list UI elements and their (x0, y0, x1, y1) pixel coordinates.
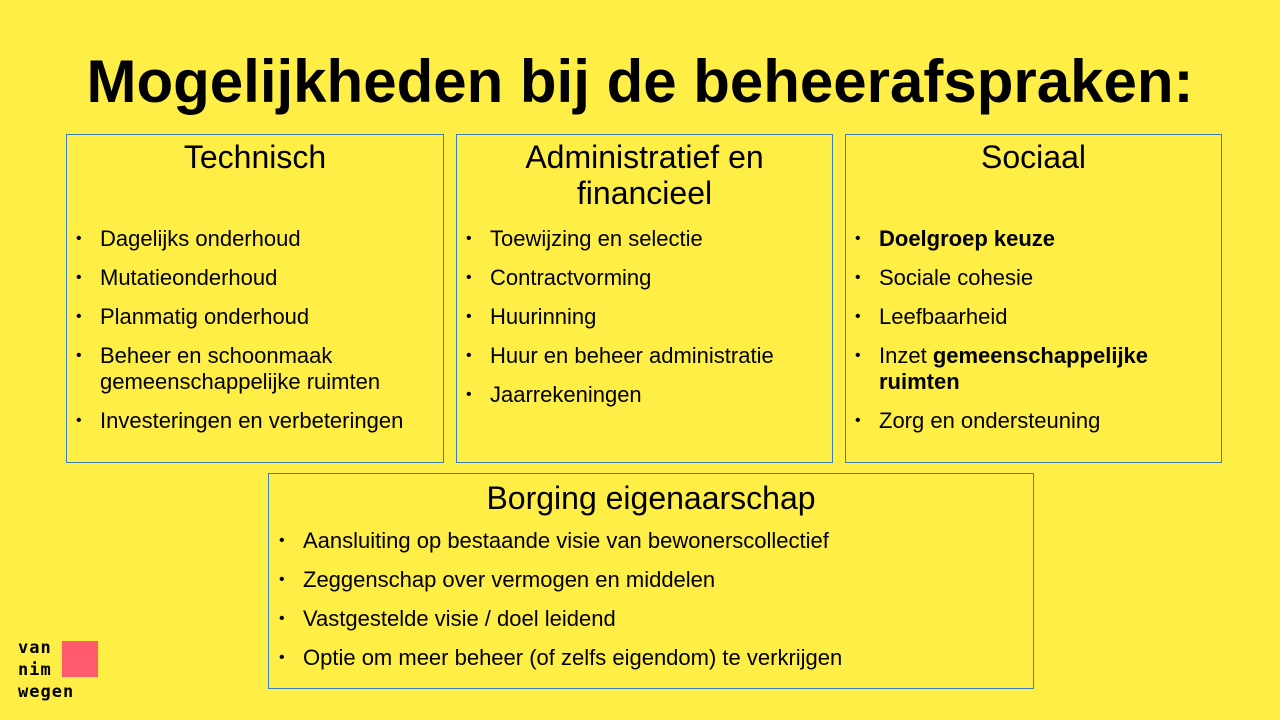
list-item (76, 226, 435, 252)
list-item (466, 343, 824, 369)
bullet-icon: • (76, 230, 82, 247)
list-item-text: Mutatieonderhoud (100, 265, 278, 290)
list-item (855, 265, 1213, 291)
logo-line: van (18, 638, 52, 658)
list-item (466, 304, 824, 330)
logo-square-icon (62, 641, 98, 677)
bullet-icon: • (466, 386, 472, 403)
page-title: Mogelijkheden bij de beheerafspraken: (86, 48, 1194, 115)
borging-list (279, 528, 1025, 684)
list-item-text: Huurinning (490, 304, 597, 329)
bullet-icon: • (855, 412, 861, 429)
borging-heading: Borging eigenaarschap (486, 480, 816, 516)
bullet-icon: • (279, 532, 285, 549)
bullet-icon: • (466, 347, 472, 364)
bullet-icon: • (279, 571, 285, 588)
list-item-text: Optie om meer beheer (of zelfs eigendom) te verkrijgen (303, 645, 843, 670)
list-item-text: Sociale cohesie (879, 265, 1034, 290)
list-item-text: Planmatig onderhoud (100, 304, 310, 329)
list-item-text: Dagelijks onderhoud (100, 226, 301, 251)
bullet-icon: • (466, 230, 472, 247)
list-item (76, 265, 435, 291)
list-item-text: Huur en beheer administratie (490, 343, 774, 368)
list-item-text: Toewijzing en selectie (490, 226, 703, 251)
bullet-icon: • (76, 308, 82, 325)
logo-line: wegen (18, 682, 75, 702)
sociaal-heading: Sociaal (981, 139, 1086, 175)
sociaal-list (855, 226, 1213, 447)
technisch-heading: Technisch (183, 139, 327, 175)
bullet-icon: • (279, 610, 285, 627)
logo-line: nim (18, 660, 52, 680)
list-item (279, 567, 1025, 593)
list-item-text: Inzet (879, 343, 933, 368)
list-item (466, 265, 824, 291)
administratief-list (466, 226, 824, 421)
logo (18, 637, 102, 709)
list-item-text: Beheer en schoonmaak gemeenschappelijke ruimten (100, 343, 381, 394)
bullet-icon: • (76, 412, 82, 429)
list-item-text: Zorg en ondersteuning (879, 408, 1101, 433)
bullet-icon: • (855, 230, 861, 247)
list-item (76, 304, 435, 330)
administratief-heading: Administratief en financieel (525, 139, 764, 211)
bullet-icon: • (76, 269, 82, 286)
list-item (466, 382, 824, 408)
bullet-icon: • (855, 347, 861, 364)
list-item (76, 408, 435, 434)
technisch-box (66, 134, 444, 463)
list-item-text: Zeggenschap over vermogen en middelen (303, 567, 716, 592)
list-item (855, 343, 1213, 395)
list-item (279, 528, 1025, 554)
list-item (279, 645, 1025, 671)
bullet-icon: • (466, 269, 472, 286)
list-item-text: Jaarrekeningen (490, 382, 642, 407)
list-item (76, 343, 435, 395)
list-item-text: Contractvorming (490, 265, 652, 290)
sociaal-box (845, 134, 1222, 463)
list-item-text: Aansluiting op bestaande visie van bewonerscollectief (303, 528, 829, 553)
bullet-icon: • (279, 649, 285, 666)
list-item-text: Investeringen en verbeteringen (100, 408, 404, 433)
list-item-text: Doelgroep keuze (879, 226, 1056, 251)
bullet-icon: • (76, 347, 82, 364)
administratief-box (456, 134, 833, 463)
list-item-text: Leefbaarheid (879, 304, 1008, 329)
list-item (855, 304, 1213, 330)
list-item (855, 226, 1213, 252)
list-item (466, 226, 824, 252)
list-item-text: Vastgestelde visie / doel leidend (303, 606, 616, 631)
bullet-icon: • (466, 308, 472, 325)
borging-box (268, 473, 1034, 689)
bullet-icon: • (855, 269, 861, 286)
list-item-bold-text: gemeenschappelijke ruimten (879, 343, 1149, 394)
list-item (279, 606, 1025, 632)
list-item (855, 408, 1213, 434)
bullet-icon: • (855, 308, 861, 325)
technisch-list (76, 226, 435, 447)
